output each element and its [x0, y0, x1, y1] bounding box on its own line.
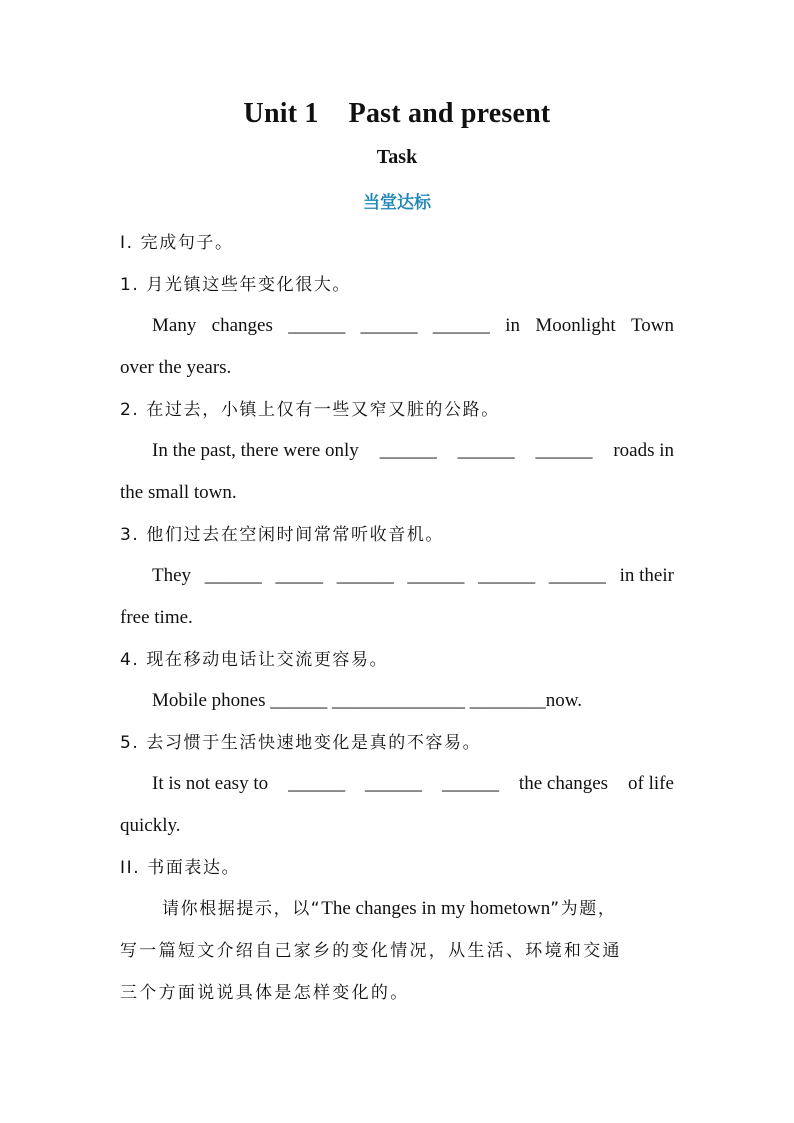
- q2-word: roads in: [613, 440, 674, 461]
- q3-blank[interactable]: ______: [478, 565, 536, 586]
- q2-word: In the past, there were only: [152, 440, 359, 461]
- q5-english-cont: quickly.: [120, 815, 181, 836]
- q1-word: Town: [630, 315, 674, 336]
- q5-chinese: 5. 去习惯于生活快速地变化是真的不容易。: [120, 733, 482, 753]
- q3-blank[interactable]: _____: [275, 565, 323, 586]
- q1-word: Moonlight: [535, 315, 616, 336]
- q3-word: in their: [619, 565, 674, 586]
- q2-blank[interactable]: ______: [457, 440, 515, 461]
- page-title: [0, 98, 794, 130]
- part2-prompt-line1: [162, 897, 674, 921]
- q1-blank[interactable]: ______: [432, 315, 490, 336]
- q5-blank[interactable]: ______: [441, 773, 499, 794]
- part2-heading: II. 书面表达。: [120, 858, 241, 878]
- q5-word: It is not easy to: [152, 773, 269, 794]
- q3-blank[interactable]: ______: [336, 565, 394, 586]
- prompt-title: The changes in my hometown: [321, 898, 551, 919]
- q3-blank[interactable]: ______: [407, 565, 465, 586]
- part2-prompt-line2: 写一篇短文介绍自己家乡的变化情况，从生活、环境和交通: [120, 941, 622, 961]
- q3-blank[interactable]: ______: [548, 565, 606, 586]
- title-unit: Unit 1: [243, 98, 319, 129]
- q3-blank[interactable]: ______: [204, 565, 262, 586]
- q2-blank[interactable]: ______: [535, 440, 593, 461]
- section-tag: 当堂达标: [363, 193, 431, 213]
- q3-english-cont: free time.: [120, 607, 193, 628]
- q5-english: [152, 772, 674, 796]
- part1-heading: I. 完成句子。: [120, 233, 234, 253]
- q3-chinese: 3. 他们过去在空闲时间常常听收音机。: [120, 525, 445, 545]
- q5-word: the changes: [518, 773, 609, 794]
- q1-chinese: 1. 月光镇这些年变化很大。: [120, 275, 352, 295]
- q1-english-cont: over the years.: [120, 357, 232, 378]
- title-topic: Past and present: [348, 98, 551, 129]
- q3-word: They: [152, 565, 192, 586]
- q3-english: [152, 564, 674, 588]
- q1-english: [152, 314, 674, 338]
- q1-blank[interactable]: ______: [288, 315, 346, 336]
- q2-english: [152, 439, 674, 463]
- q5-blank[interactable]: ______: [288, 773, 346, 794]
- q2-english-cont: the small town.: [120, 482, 237, 503]
- prompt-text: 请你根据提示，以“: [162, 899, 322, 919]
- q1-word: Many: [152, 315, 197, 336]
- q2-chinese: 2. 在过去，小镇上仅有一些又窄又脏的公路。: [120, 400, 500, 420]
- q4-english[interactable]: Mobile phones ______ ______________ ________now.: [152, 690, 582, 711]
- q1-word: in: [505, 315, 521, 336]
- q5-word: of life: [628, 773, 674, 794]
- q4-chinese: 4. 现在移动电话让交流更容易。: [120, 650, 389, 670]
- q1-word: changes: [211, 315, 273, 336]
- q5-blank[interactable]: ______: [365, 773, 423, 794]
- q1-blank[interactable]: ______: [360, 315, 418, 336]
- prompt-text: ”为题，: [550, 899, 617, 919]
- q2-blank[interactable]: ______: [379, 440, 437, 461]
- part2-prompt-line3: 三个方面说说具体是怎样变化的。: [120, 983, 410, 1003]
- page-subtitle: Task: [376, 146, 418, 168]
